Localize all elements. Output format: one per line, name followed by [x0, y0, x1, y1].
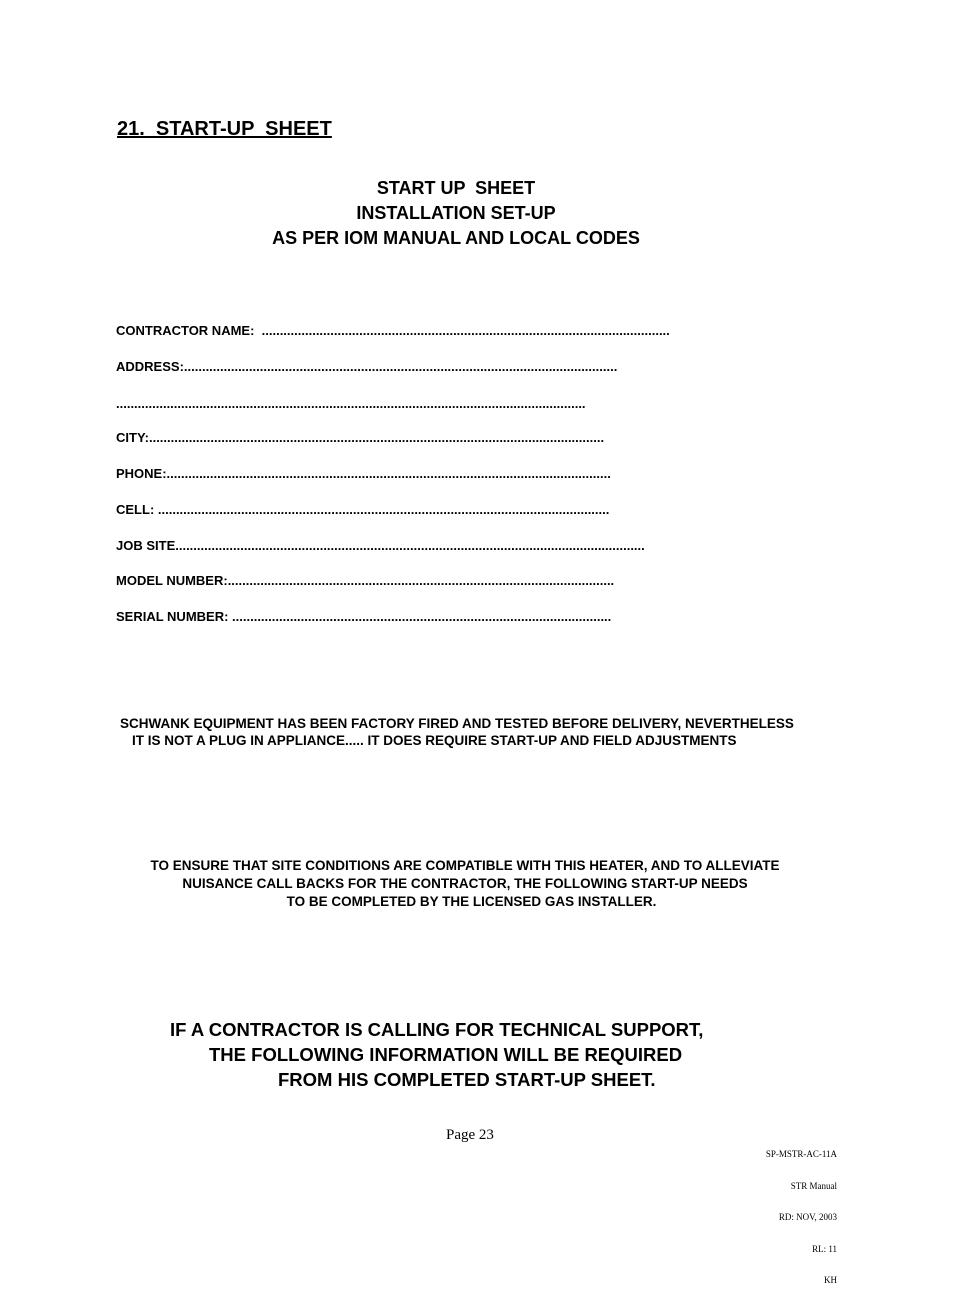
section-title: 21. START-UP SHEET [117, 118, 332, 140]
header-line-1: START UP SHEET [376, 178, 536, 198]
phone-field: PHONE:........................................................................................................................... [116, 466, 611, 481]
document-info [700, 1128, 837, 1296]
contractor-name-field: CONTRACTOR NAME: ................................................................................................................. [116, 323, 670, 338]
serial-number-field: SERIAL NUMBER: ......................................................................................................... [116, 609, 612, 624]
site-notice-line-3: TO BE COMPLETED BY THE LICENSED GAS INSTALLER. [286, 894, 657, 909]
doc-code: SP-MSTR-AC-11A [765, 1149, 837, 1159]
factory-notice-line-1: SCHWANK EQUIPMENT HAS BEEN FACTORY FIRED AND TESTED BEFORE DELIVERY, NEVERTHELESS [120, 716, 794, 731]
address-line-2-field: .................................................................................................................................. [116, 396, 586, 411]
cell-field: CELL: ............................................................................................................................. [116, 502, 610, 517]
city-field: CITY:.............................................................................................................................. [116, 430, 605, 445]
site-notice-line-1: TO ENSURE THAT SITE CONDITIONS ARE COMPATIBLE WITH THIS HEATER, AND TO ALLEVIATE [150, 858, 780, 873]
doc-manual: STR Manual [790, 1180, 837, 1191]
support-line-1: IF A CONTRACTOR IS CALLING FOR TECHNICAL SUPPORT, [170, 1019, 704, 1040]
support-line-2: THE FOLLOWING INFORMATION WILL BE REQUIRED [209, 1044, 683, 1065]
doc-revision-level: RL: 11 [812, 1243, 837, 1254]
page-number: Page 23 [446, 1127, 494, 1143]
site-notice-line-2: NUISANCE CALL BACKS FOR THE CONTRACTOR, THE FOLLOWING START-UP NEEDS [182, 876, 748, 891]
doc-revision-date: RD: NOV, 2003 [778, 1212, 837, 1222]
support-line-3: FROM HIS COMPLETED START-UP SHEET. [278, 1069, 656, 1090]
address-field: ADDRESS:........................................................................................................................ [116, 359, 618, 374]
factory-notice-line-2: IT IS NOT A PLUG IN APPLIANCE..... IT DOES REQUIRE START-UP AND FIELD ADJUSTMENTS [132, 733, 737, 748]
job-site-field: JOB SITE.................................................................................................................................. [116, 538, 645, 553]
model-number-field: MODEL NUMBER:........................................................................................................... [116, 573, 615, 588]
header-line-2: INSTALLATION SET-UP [356, 203, 556, 223]
doc-author: KH [824, 1275, 837, 1285]
header-line-3: AS PER IOM MANUAL AND LOCAL CODES [272, 228, 640, 248]
